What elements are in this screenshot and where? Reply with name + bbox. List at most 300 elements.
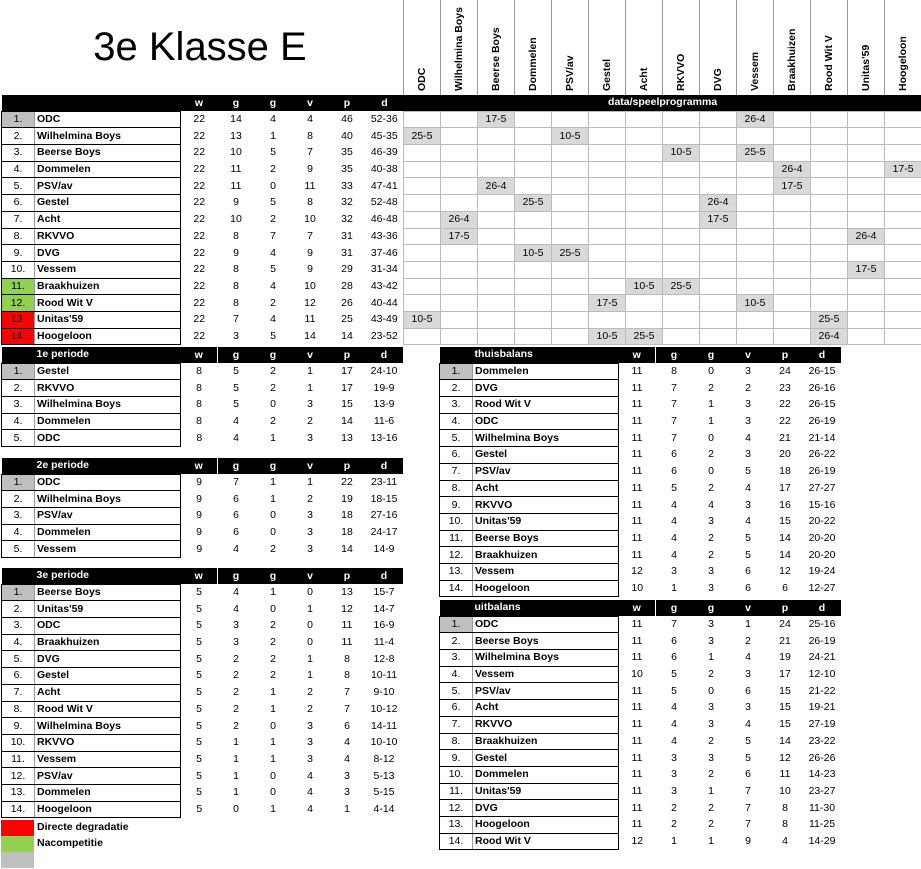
result-cell [404, 111, 441, 128]
stat-value: 15 [779, 718, 791, 731]
stat-value: 22 [193, 179, 206, 192]
stat-value: 27-19 [808, 718, 836, 731]
team-name: ODC [473, 616, 619, 633]
stat-value: 2 [708, 381, 714, 394]
table-row [440, 430, 841, 447]
stat-value: 2 [708, 448, 714, 461]
stat-header: g [255, 347, 292, 363]
stat-value: 4 [270, 279, 276, 292]
result-cell [663, 245, 700, 262]
stat-value: 4 [233, 542, 239, 555]
stat-value: 5 [196, 769, 202, 782]
result-cell [737, 195, 774, 212]
stat-value: 11 [779, 768, 791, 781]
stat-value: 1 [270, 431, 276, 444]
position: 14. [440, 580, 473, 597]
team-name: Unitas'59 [473, 783, 619, 800]
stat-value: 5 [196, 736, 202, 749]
team-name: Acht [35, 684, 181, 701]
team-name: Acht [473, 700, 619, 717]
stat-value: 18 [779, 465, 791, 478]
position: 3. [2, 508, 35, 525]
stat-value: 0 [270, 602, 276, 615]
position: 13. [2, 784, 35, 801]
stat-value: 19-9 [373, 381, 395, 394]
stat-header: p [329, 347, 366, 363]
position: 14. [2, 328, 35, 345]
stat-value: 2 [307, 415, 313, 428]
team-name: DVG [473, 800, 619, 817]
stat-header: g [218, 568, 255, 584]
result-cell [441, 295, 478, 312]
table-row [2, 541, 403, 558]
result-cell [626, 228, 663, 245]
stat-value: 1 [307, 669, 313, 682]
stat-value: 43-49 [370, 313, 398, 326]
position: 8. [2, 228, 35, 245]
team-name: Gestel [35, 668, 181, 685]
stat-value: 2 [745, 381, 751, 394]
result-cell [885, 261, 921, 278]
page-title: 3e Klasse E [93, 25, 307, 69]
result-cell [663, 161, 700, 178]
stat-value: 1 [270, 702, 276, 715]
team-name: PSV/av [473, 683, 619, 700]
stat-value: 46-39 [370, 146, 398, 159]
stat-value: 5 [671, 684, 677, 697]
position: 14. [440, 833, 473, 850]
result-cell [663, 195, 700, 212]
result-cell [552, 311, 589, 328]
position: 12. [2, 768, 35, 785]
stat-value: 3 [307, 526, 313, 539]
result-cell: 17-5 [885, 161, 921, 178]
team-name: RKVVO [473, 716, 619, 733]
stat-value: 9 [307, 246, 313, 259]
team-name: Gestel [35, 363, 181, 380]
stat-value: 5 [270, 263, 276, 276]
result-cell [478, 311, 515, 328]
stat-value: 19 [779, 651, 791, 664]
table-row [2, 524, 403, 541]
opponent-header [477, 0, 514, 95]
stat-value: 3 [708, 751, 714, 764]
stat-value: 4 [671, 498, 677, 511]
result-cell [663, 311, 700, 328]
stat-value: 11 [341, 619, 353, 632]
standings-row [2, 195, 921, 212]
result-cell [589, 245, 626, 262]
standings-row [2, 311, 921, 328]
stat-value: 40-38 [370, 163, 398, 176]
result-cell [404, 211, 441, 228]
stat-value: 46-48 [370, 213, 398, 226]
result-cell [700, 111, 737, 128]
result-cell [552, 195, 589, 212]
result-cell [774, 278, 811, 295]
stat-value: 11 [631, 818, 643, 831]
stat-value: 2 [708, 768, 714, 781]
stat-value: 10-11 [370, 669, 398, 682]
result-cell [404, 328, 441, 345]
standings-row [2, 161, 921, 178]
stat-value: 11-30 [808, 801, 836, 814]
header-cell [440, 347, 473, 363]
result-cell [515, 261, 552, 278]
team-name: RKVVO [35, 734, 181, 751]
stat-value: 8 [782, 801, 788, 814]
result-cell [441, 111, 478, 128]
stat-value: 23-52 [370, 329, 398, 342]
result-cell [589, 261, 626, 278]
stat-value: 4 [782, 834, 788, 847]
table-row [440, 833, 841, 850]
stat-value: 3 [708, 515, 714, 528]
team-name: Dommelen [473, 766, 619, 783]
stat-value: 1 [708, 784, 714, 797]
stat-value: 8 [233, 263, 239, 276]
legend-swatch [1, 820, 34, 836]
stat-value: 1 [270, 129, 276, 142]
periode1-table [1, 347, 403, 447]
result-cell [552, 178, 589, 195]
stat-value: 12 [631, 834, 644, 847]
opponent-header-label: Vessem [749, 51, 761, 91]
position: 11. [2, 278, 35, 295]
stat-value: 3 [708, 565, 714, 578]
result-cell [589, 145, 626, 162]
position: 2. [440, 380, 473, 397]
legend-item [1, 820, 301, 836]
result-cell [811, 211, 848, 228]
standings-table [1, 95, 921, 345]
position: 8. [440, 480, 473, 497]
opponent-header-label: Dommelen [527, 37, 539, 91]
result-cell [404, 278, 441, 295]
stat-value: 2 [233, 702, 239, 715]
stat-value: 17 [341, 365, 353, 378]
stat-header: w [181, 95, 218, 111]
result-cell [626, 161, 663, 178]
team-name: Wilhelmina Boys [473, 430, 619, 447]
stat-value: 15 [779, 701, 791, 714]
stat-value: 1 [233, 736, 239, 749]
stat-value: 24-17 [370, 526, 398, 539]
team-name: Wilhelmina Boys [35, 128, 181, 145]
stat-header: g [255, 458, 292, 474]
stat-value: 5 [196, 702, 202, 715]
result-cell [552, 211, 589, 228]
stat-value: 21 [779, 431, 791, 444]
opponent-header [773, 0, 810, 95]
standings-row [2, 145, 921, 162]
stat-value: 3 [708, 618, 714, 631]
stat-value: 6 [233, 526, 239, 539]
stat-value: 52-48 [370, 196, 398, 209]
stat-value: 1 [270, 802, 276, 815]
result-cell [404, 228, 441, 245]
position: 12. [440, 547, 473, 564]
stat-value: 3 [307, 736, 313, 749]
team-name: Beerse Boys [35, 145, 181, 162]
stat-value: 6 [745, 768, 751, 781]
stat-value: 5 [233, 365, 239, 378]
stat-value: 4 [708, 498, 714, 511]
result-cell [515, 178, 552, 195]
stat-value: 28 [341, 279, 353, 292]
table-row [2, 618, 403, 635]
stat-value: 2 [270, 415, 276, 428]
standings-row [2, 178, 921, 195]
stat-value: 14 [779, 531, 791, 544]
table-row [440, 530, 841, 547]
stat-value: 20-20 [808, 548, 836, 561]
team-name: Dommelen [35, 413, 181, 430]
periode3-table [1, 568, 403, 818]
stat-value: 27-16 [370, 509, 398, 522]
team-name: Wilhelmina Boys [473, 650, 619, 667]
stat-value: 14 [304, 329, 316, 342]
stat-value: 5 [196, 636, 202, 649]
stat-value: 6 [745, 581, 751, 594]
table-header-row [2, 458, 403, 474]
stat-value: 9-10 [373, 686, 395, 699]
stat-value: 4 [233, 602, 239, 615]
table-title: uitbalans [473, 600, 619, 616]
table-row [440, 380, 841, 397]
stat-value: 2 [270, 542, 276, 555]
result-cell [663, 328, 700, 345]
legend-label: Directe degradatie [37, 821, 129, 833]
stat-value: 31 [341, 229, 353, 242]
stat-value: 6 [233, 492, 239, 505]
stat-header: v [292, 347, 329, 363]
result-cell [404, 261, 441, 278]
stat-value: 10 [631, 668, 643, 681]
result-cell [848, 328, 885, 345]
stat-value: 8 [233, 296, 239, 309]
table-row [440, 650, 841, 667]
stat-value: 18-15 [370, 492, 398, 505]
opponent-header [551, 0, 588, 95]
stat-value: 2 [708, 801, 714, 814]
team-name: Dommelen [35, 161, 181, 178]
result-cell: 17-5 [478, 111, 515, 128]
table-row [440, 716, 841, 733]
position: 7. [2, 211, 35, 228]
stat-value: 24 [779, 365, 791, 378]
stat-value: 22 [193, 296, 206, 309]
stat-value: 11 [631, 465, 643, 478]
header-cell [2, 95, 35, 111]
stat-value: 10-12 [370, 702, 398, 715]
table-row [440, 463, 841, 480]
team-name: Wilhelmina Boys [35, 397, 181, 414]
stat-value: 6 [745, 565, 751, 578]
stat-value: 2 [708, 668, 714, 681]
stat-value: 1 [708, 834, 714, 847]
result-cell [626, 195, 663, 212]
stat-value: 8 [782, 818, 788, 831]
stat-value: 18 [341, 526, 353, 539]
stat-value: 17 [779, 481, 791, 494]
result-cell [774, 145, 811, 162]
stat-header: g [218, 458, 255, 474]
opponent-header-label: Beerse Boys [490, 27, 502, 91]
stat-value: 3 [745, 701, 751, 714]
position: 3. [2, 618, 35, 635]
stat-value: 8 [671, 365, 677, 378]
stat-value: 3 [745, 365, 751, 378]
stat-value: 6 [671, 465, 677, 478]
table-row [2, 491, 403, 508]
stat-value: 11-6 [373, 415, 395, 428]
result-cell [885, 328, 921, 345]
stat-value: 4 [671, 531, 677, 544]
team-name: Dommelen [35, 524, 181, 541]
result-cell [515, 228, 552, 245]
stat-value: 5-15 [373, 786, 395, 799]
legend [1, 820, 301, 868]
stat-value: 10 [631, 581, 644, 594]
result-cell [737, 128, 774, 145]
position: 5. [440, 683, 473, 700]
result-cell: 10-5 [737, 295, 774, 312]
result-cell [589, 111, 626, 128]
team-name: Vessem [35, 751, 181, 768]
position: 7. [2, 684, 35, 701]
stat-value: 21 [779, 634, 791, 647]
position: 11. [440, 783, 473, 800]
stat-value: 2 [270, 365, 276, 378]
stat-value: 11 [631, 381, 643, 394]
position: 13. [440, 816, 473, 833]
result-cell: 10-5 [404, 311, 441, 328]
opponent-header [625, 0, 662, 95]
position: 5. [440, 430, 473, 447]
position: 9. [2, 718, 35, 735]
stat-value: 0 [270, 786, 276, 799]
stat-value: 4 [745, 718, 751, 731]
table-row [440, 633, 841, 650]
stat-value: 46 [341, 113, 353, 126]
stat-value: 5 [233, 398, 239, 411]
team-name: DVG [35, 651, 181, 668]
stat-header: g [656, 600, 693, 616]
result-cell [589, 211, 626, 228]
stat-value: 4 [270, 313, 276, 326]
opponent-header-label: ODC [416, 67, 428, 91]
result-cell [478, 195, 515, 212]
team-name: Hoogeloon [473, 580, 619, 597]
stat-value: 1 [307, 602, 313, 615]
stat-value: 4 [671, 734, 677, 747]
table-row [440, 480, 841, 497]
standings-row [2, 245, 921, 262]
stat-value: 32 [341, 196, 353, 209]
opponent-header-label: Hoogeloon [897, 36, 909, 91]
stat-value: 21-14 [808, 431, 836, 444]
result-cell [811, 111, 848, 128]
table-row [2, 651, 403, 668]
result-cell [774, 128, 811, 145]
team-name: Dommelen [473, 363, 619, 380]
table-row [2, 734, 403, 751]
result-cell [848, 128, 885, 145]
result-cell [811, 178, 848, 195]
stat-value: 0 [708, 465, 714, 478]
stat-value: 2 [708, 818, 714, 831]
result-cell: 10-5 [663, 145, 700, 162]
stat-value: 5 [196, 602, 202, 615]
result-cell [478, 145, 515, 162]
stat-value: 26-22 [808, 448, 836, 461]
stat-value: 40-44 [370, 296, 398, 309]
position: 9. [2, 245, 35, 262]
table-row [2, 363, 403, 380]
stat-value: 14-7 [373, 602, 395, 615]
stat-value: 5 [270, 329, 276, 342]
standings-row [2, 228, 921, 245]
position: 13. [440, 563, 473, 580]
stat-header: v [292, 568, 329, 584]
stat-value: 23-27 [808, 784, 836, 797]
result-cell [626, 178, 663, 195]
header-cell [35, 95, 181, 111]
stat-value: 3 [307, 752, 313, 765]
stat-value: 4 [233, 586, 239, 599]
stat-value: 22 [779, 415, 791, 428]
table-row [440, 547, 841, 564]
position: 5. [2, 430, 35, 447]
uitbalans-table [439, 600, 841, 850]
position: 6. [440, 700, 473, 717]
stat-header: g [693, 347, 730, 363]
stat-value: 1 [270, 586, 276, 599]
stat-value: 9 [233, 196, 239, 209]
result-cell [700, 128, 737, 145]
stat-value: 18 [341, 509, 353, 522]
position: 11. [2, 751, 35, 768]
position: 5. [2, 651, 35, 668]
result-cell [626, 145, 663, 162]
legend-swatch [1, 836, 34, 852]
stat-value: 16 [779, 498, 791, 511]
stat-value: 4 [671, 548, 677, 561]
result-cell [589, 228, 626, 245]
result-cell [626, 261, 663, 278]
result-cell [885, 295, 921, 312]
header-cell [2, 568, 35, 584]
stat-value: 7 [745, 801, 751, 814]
result-cell: 25-5 [663, 278, 700, 295]
stat-value: 4 [307, 786, 313, 799]
team-name: Vessem [35, 261, 181, 278]
stat-value: 4 [270, 246, 276, 259]
stat-value: 11 [631, 701, 643, 714]
result-cell: 25-5 [515, 195, 552, 212]
result-cell [737, 278, 774, 295]
stat-header: v [292, 458, 329, 474]
stat-value: 3 [708, 718, 714, 731]
team-name: Braakhuizen [35, 278, 181, 295]
result-cell [441, 178, 478, 195]
result-cell [441, 245, 478, 262]
table-row [440, 413, 841, 430]
stat-value: 22 [193, 129, 206, 142]
result-cell [700, 311, 737, 328]
result-cell [441, 311, 478, 328]
